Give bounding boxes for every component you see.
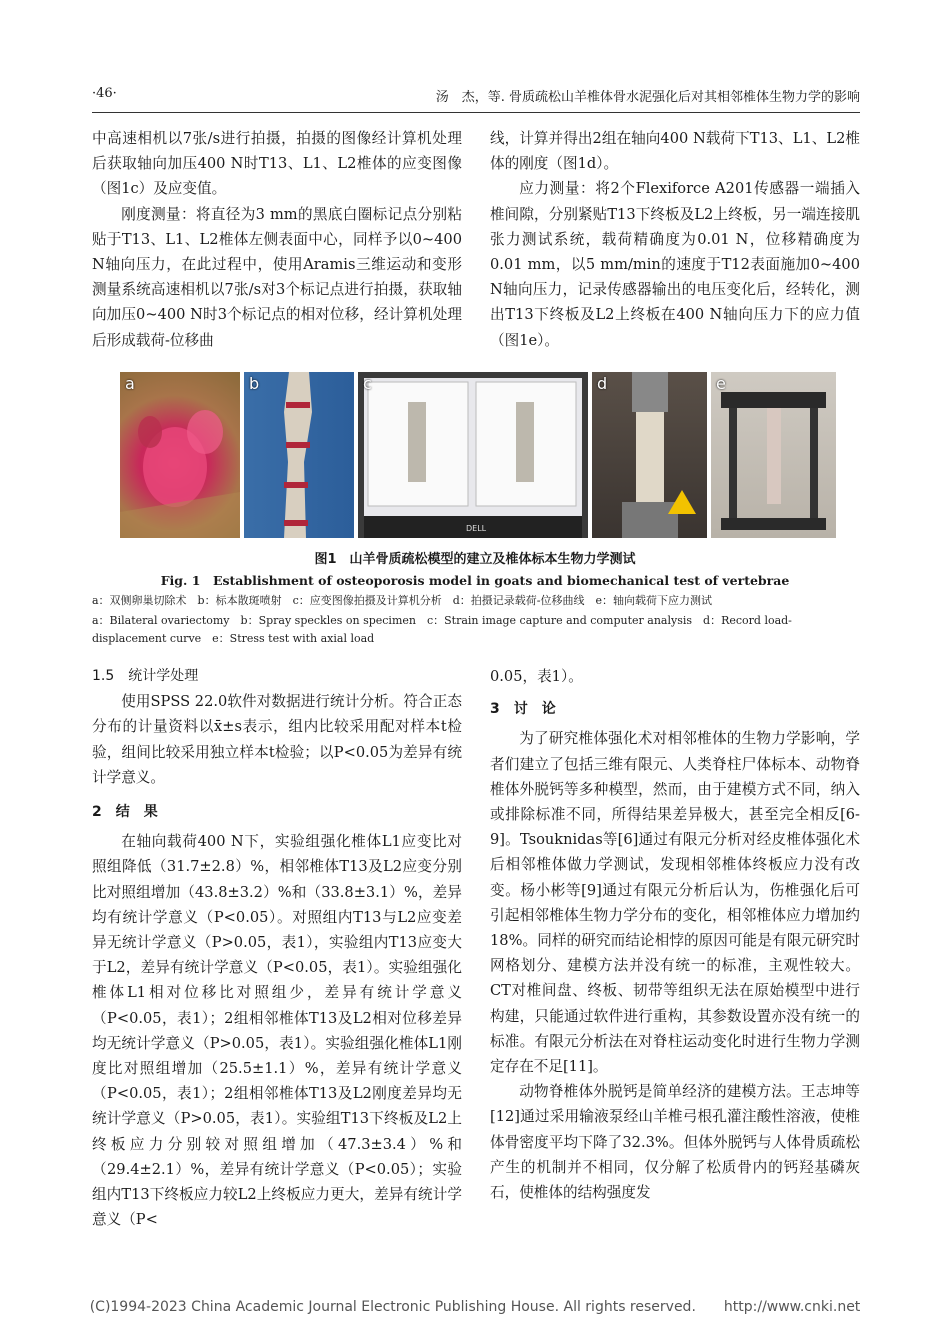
header-rule	[92, 112, 860, 113]
axial-stress-test-image	[711, 372, 836, 538]
paragraph-results-continued: 0.05，表1）。	[490, 668, 583, 685]
figure-caption-cn: 图1 山羊骨质疏松模型的建立及椎体标本生物力学测试	[314, 552, 636, 567]
section-1-5-heading: 1.5 统计学处理	[92, 668, 199, 684]
figure-legend-en: a：Bilateral ovariectomy b：Spray speckles on specimen c：Strain image capture and computer analysis d：Record load-displacement curve e：Stress test with axial load	[92, 614, 792, 645]
paragraph-discussion-1: 为了研究椎体强化术对相邻椎体的生物力学影响，学者们建立了包括三维有限元、人类脊柱尸体标本、动物脊椎体外脱钙等多种模型，然而，由于建模方式不同，纳入或排除标准不同，所得结果差异极大，甚至完全相反[6-9]。Tsouknidas等[6]通过有限元分析对经皮椎体强化术后相邻椎体做力学测试，发现相邻椎体终板应力没有改变。杨小彬等[9]通过有限元分析后认为，伤椎强化后可引起相邻椎体生物力学分布的变化，相邻椎体应力增加约18%。同样的研究而结论相悖的原因可能是有限元研究时网格划分、建模方法并没有统一的标准，主观性较大。CT对椎间盘、终板、韧带等组织无法在原始模型中进行构建，只能通过软件进行重构，其参数设置亦没有统一的标准。有限元分析法在对脊柱运动变化时进行生物力学测定存在不足[11]。	[490, 730, 860, 1076]
paragraph-stiffness: 刚度测量：将直径为3 mm的黑底白圈标记点分别粘贴于T13、L1、L2椎体左侧表面中心，同样予以0~400 N轴向压力，在此过程中，使用Aramis三维运动和变形测量系统高速相机以7张/s对3个标记点进行拍摄，获取轴向加压0~400 N时3个标记点的相对位移，经计算机处理后形成载荷-位移曲	[92, 205, 462, 349]
paragraph-imaging-continued: 中高速相机以7张/s进行拍摄，拍摄的图像经计算机处理后获取轴向加压400 N时T13、L1、L2椎体的应变图像（图1c）及应变值。	[92, 130, 462, 198]
panel-label-a: a	[125, 374, 135, 393]
panel-d-photo	[592, 372, 707, 538]
monitor-brand-label: DELL	[466, 524, 487, 533]
paragraph-discussion-2: 动物脊椎体外脱钙是简单经济的建模方法。王志坤等[12]通过采用输液泵经山羊椎弓根孔灌注酸性溶液，使椎体骨密度平均下降了32.3%。但体外脱钙与人体骨质疏松产生的机制并不相同，仅分解了松质骨内的钙羟基磷灰石，使椎体的结构强度发	[490, 1083, 860, 1202]
section-2-heading: 2 结 果	[92, 804, 158, 821]
copyright-footer: (C)1994-2023 China Academic Journal Electronic Publishing House. All rights reserved. http://www.cnki.net	[89, 1299, 861, 1315]
running-title: 汤 杰，等. 骨质疏松山羊椎体骨水泥强化后对其相邻椎体生物力学的影响	[435, 90, 860, 105]
panel-c-photo	[358, 372, 588, 538]
bottom-left-column	[92, 664, 462, 1232]
panel-b-photo	[244, 372, 354, 538]
panel-label-d: d	[597, 374, 608, 393]
figure-caption-en: Fig. 1 Establishment of osteoporosis model in goats and biomechanical test of vertebrae	[160, 573, 790, 588]
speckled-specimen-image	[244, 372, 354, 538]
panel-label-e: e	[716, 374, 726, 393]
strain-analysis-monitor-image	[358, 372, 588, 538]
page-header	[92, 86, 860, 108]
page-number: ·46·	[92, 86, 117, 101]
bottom-right-column	[490, 664, 860, 1205]
figure-1	[120, 372, 836, 538]
panel-label-b: b	[249, 374, 260, 393]
figure-legend-cn: a：双侧卵巢切除术 b：标本散斑喷射 c：应变图像拍摄及计算机分析 d：拍摄记录载荷-位移曲线 e：轴向载荷下应力测试	[92, 594, 713, 607]
panel-label-c: c	[363, 374, 372, 393]
panel-a-photo	[120, 372, 240, 538]
load-test-machine-image	[592, 372, 707, 538]
paragraph-stress: 应力测量：将2个Flexiforce A201传感器一端插入椎间隙，分别紧贴T13下终板及L2上终板，另一端连接肌张力测试系统，载荷精确度为0.01 N，位移精确度为0.01 mm，以5 mm/min的速度于T12表面施加0~400 N轴向压力，记录传感器输出的电压变化后，经转化，测出T13下终板及L2上终板在400 N轴向压力下的应力值（图1e）。	[490, 180, 860, 349]
section-3-heading: 3 讨 论	[490, 701, 556, 718]
top-right-column	[490, 126, 860, 353]
paragraph-results: 在轴向载荷400 N下，实验组强化椎体L1应变比对照组降低（31.7±2.8）%，相邻椎体T13及L2应变分别比对照组增加（43.8±3.2）%和（33.8±3.1）%，差异均有统计学意义（P<0.05）。对照组内T13与L2应变差异无统计学意义（P>0.05，表1），实验组内T13应变大于L2，差异有统计学意义（P<0.05，表1）。实验组强化椎体L1相对位移比对照组少，差异有统计学意义（P<0.05，表1）；2组相邻椎体T13及L2相对位移差异均无统计学意义（P>0.05，表1）。实验组强化椎体L1刚度比对照组增加（25.5±1.1）%，差异有统计学意义（P<0.05，表1）；2组相邻椎体T13及L2刚度差异均无统计学意义（P>0.05，表1）。实验组T13下终板及L2上终板应力分别较对照组增加（47.3±3.4）%和（29.4±2.1）%，差异有统计学意义（P<0.05）；实验组内T13下终板应力较L2上终板应力更大，差异有统计学意义（P<	[92, 833, 462, 1229]
top-left-column	[92, 126, 462, 353]
paragraph-stiffness-continued: 线，计算并得出2组在轴向400 N载荷下T13、L1、L2椎体的刚度（图1d）。	[490, 130, 860, 173]
panel-e-photo	[711, 372, 836, 538]
paragraph-statistics: 使用SPSS 22.0软件对数据进行统计分析。符合正态分布的计量资料以x̄±s表示，组内比较采用配对样本t检验，组间比较采用独立样本t检验；以P<0.05为差异有统计学意义。	[92, 693, 462, 786]
ovariectomy-image	[120, 372, 240, 538]
